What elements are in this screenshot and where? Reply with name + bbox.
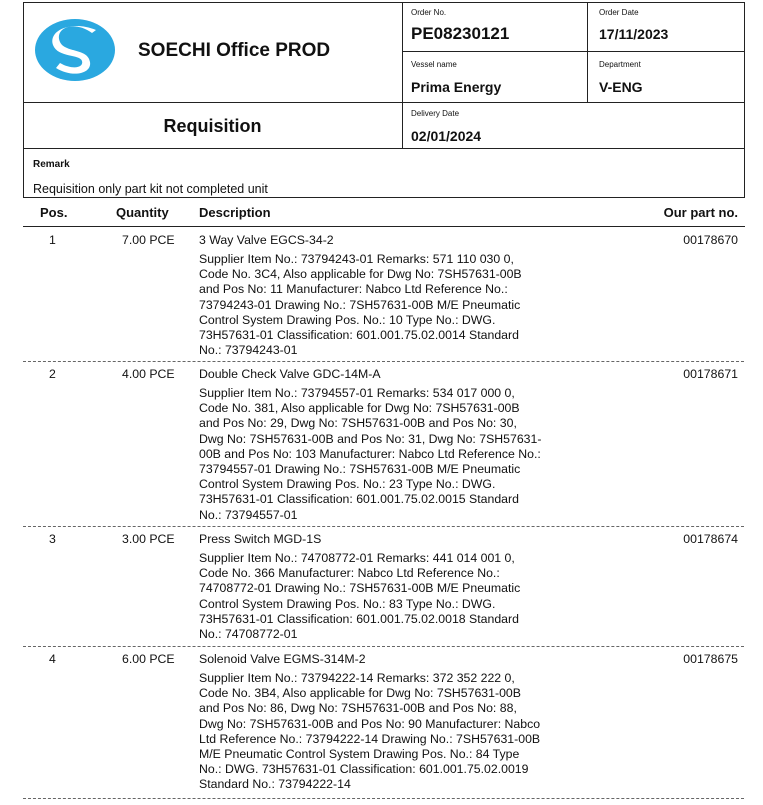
row-separator [23, 361, 744, 362]
row-detail-line: Standard No.: 73794222-14 [199, 777, 351, 792]
row-detail-line: Control System Drawing Pos. No.: 10 Type No.: DWG. [199, 312, 496, 327]
row-detail-line: 74708772-01 Drawing No.: 7SH57631-00B M/E Pneumatic [199, 581, 521, 596]
header-part-no: Our part no. [663, 205, 738, 220]
row-detail-line: No.: DWG. 73H57631-01 Classification: 601.001.75.02.0019 [199, 762, 529, 777]
vessel-label: Vessel name [411, 60, 457, 69]
row-quantity: 3.00 PCE [122, 532, 175, 546]
row-detail-line: Supplier Item No.: 73794222-14 Remarks: 372 352 222 0, [199, 671, 515, 685]
row-part-no: 00178670 [683, 233, 738, 247]
row-detail-line: No.: 73794557-01 [199, 507, 298, 522]
divider-vertical-main [402, 2, 403, 148]
row-detail-line: 73794243-01 Drawing No.: 7SH57631-00B M/E Pneumatic [199, 297, 521, 312]
row-detail-line: 73H57631-01 Classification: 601.001.75.02.0018 Standard [199, 611, 519, 626]
row-detail-line: Dwg No: 7SH57631-00B and Pos No: 31, Dwg No: 7SH57631- [199, 431, 542, 446]
row-detail-line: and Pos No: 11 Manufacturer: Nabco Ltd Reference No.: [199, 282, 508, 297]
row-quantity: 7.00 PCE [122, 233, 175, 247]
row-detail-line: 73H57631-01 Classification: 601.001.75.02.0015 Standard [199, 492, 519, 507]
header-quantity: Quantity [116, 205, 169, 220]
row-detail-line: Supplier Item No.: 74708772-01 Remarks: 441 014 001 0, [199, 551, 515, 565]
row-description: Solenoid Valve EGMS-314M-2 [199, 652, 366, 666]
row-description: Double Check Valve GDC-14M-A [199, 367, 381, 381]
divider-h-1 [402, 51, 745, 52]
row-detail-line: Supplier Item No.: 73794243-01 Remarks: 571 110 030 0, [199, 252, 514, 266]
divider-vertical-right [587, 2, 588, 102]
divider-h-3 [23, 148, 745, 149]
order-number: PE08230121 [411, 24, 510, 43]
header-description: Description [199, 205, 271, 220]
company-logo [34, 18, 116, 82]
company-name: SOECHI Office PROD [138, 40, 331, 61]
row-pos: 2 [49, 367, 56, 381]
row-separator [23, 798, 744, 799]
row-detail-line: Control System Drawing Pos. No.: 83 Type No.: DWG. [199, 596, 496, 611]
order-number-label: Order No. [411, 8, 447, 17]
divider-h-2 [23, 102, 745, 103]
row-part-no: 00178675 [683, 652, 738, 666]
row-pos: 1 [49, 233, 56, 247]
row-pos: 3 [49, 532, 56, 546]
row-detail-line: Code No. 3C4, Also applicable for Dwg No: 7SH57631-00B [199, 267, 522, 282]
row-detail-line: Code No. 366 Manufacturer: Nabco Ltd Reference No.: [199, 566, 500, 581]
remark-text: Requisition only part kit not completed unit [33, 182, 268, 196]
delivery-date-label: Delivery Date [411, 109, 460, 118]
row-detail-line: Supplier Item No.: 73794557-01 Remarks: 534 017 000 0, [199, 386, 515, 400]
row-detail-line: 73H57631-01 Classification: 601.001.75.02.0014 Standard [199, 328, 519, 342]
row-pos: 4 [49, 652, 56, 666]
row-detail-line: and Pos No: 29, Dwg No: 7SH57631-00B and Pos No: 30, [199, 416, 517, 431]
row-detail-line: Dwg No: 7SH57631-00B and Pos No: 90 Manufacturer: Nabco [199, 716, 541, 731]
row-quantity: 4.00 PCE [122, 367, 175, 381]
row-detail-line: and Pos No: 86, Dwg No: 7SH57631-00B and Pos No: 88, [199, 701, 517, 716]
vessel-name: Prima Energy [411, 79, 502, 95]
department: V-ENG [599, 79, 643, 95]
row-detail-line: 73794557-01 Drawing No.: 7SH57631-00B M/E Pneumatic [199, 462, 521, 476]
frame-left [23, 2, 24, 197]
remark-label: Remark [33, 159, 70, 170]
row-description: Press Switch MGD-1S [199, 532, 322, 546]
row-part-no: 00178671 [683, 367, 738, 381]
row-detail-line: M/E Pneumatic Control System Drawing Pos. No.: 84 Type [199, 747, 520, 761]
delivery-date: 02/01/2024 [411, 128, 482, 144]
row-detail-line: No.: 74708772-01 [199, 627, 298, 641]
row-quantity: 6.00 PCE [122, 652, 175, 666]
department-label: Department [599, 60, 641, 69]
row-description: 3 Way Valve EGCS-34-2 [199, 233, 334, 247]
row-separator [23, 526, 744, 527]
row-part-no: 00178674 [683, 532, 738, 546]
row-separator [23, 646, 744, 647]
divider-h-4 [23, 197, 745, 198]
row-detail-line: Code No. 3B4, Also applicable for Dwg No: 7SH57631-00B [199, 686, 521, 701]
row-detail-line: No.: 73794243-01 [199, 343, 298, 358]
frame-top [23, 2, 745, 3]
row-detail-line: Control System Drawing Pos. No.: 23 Type No.: DWG. [199, 477, 496, 492]
row-detail-line: Ltd Reference No.: 73794222-14 Drawing No.: 7SH57631-00B [199, 731, 541, 746]
table-header-rule [23, 226, 745, 227]
frame-right [744, 2, 745, 197]
header-pos: Pos. [40, 205, 68, 220]
document-title: Requisition [163, 116, 262, 136]
row-detail-line: 00B and Pos No: 103 Manufacturer: Nabco Ltd Reference No.: [199, 446, 541, 461]
order-date: 17/11/2023 [599, 26, 669, 42]
order-date-label: Order Date [599, 8, 639, 17]
row-detail-line: Code No. 381, Also applicable for Dwg No: 7SH57631-00B [199, 401, 520, 416]
